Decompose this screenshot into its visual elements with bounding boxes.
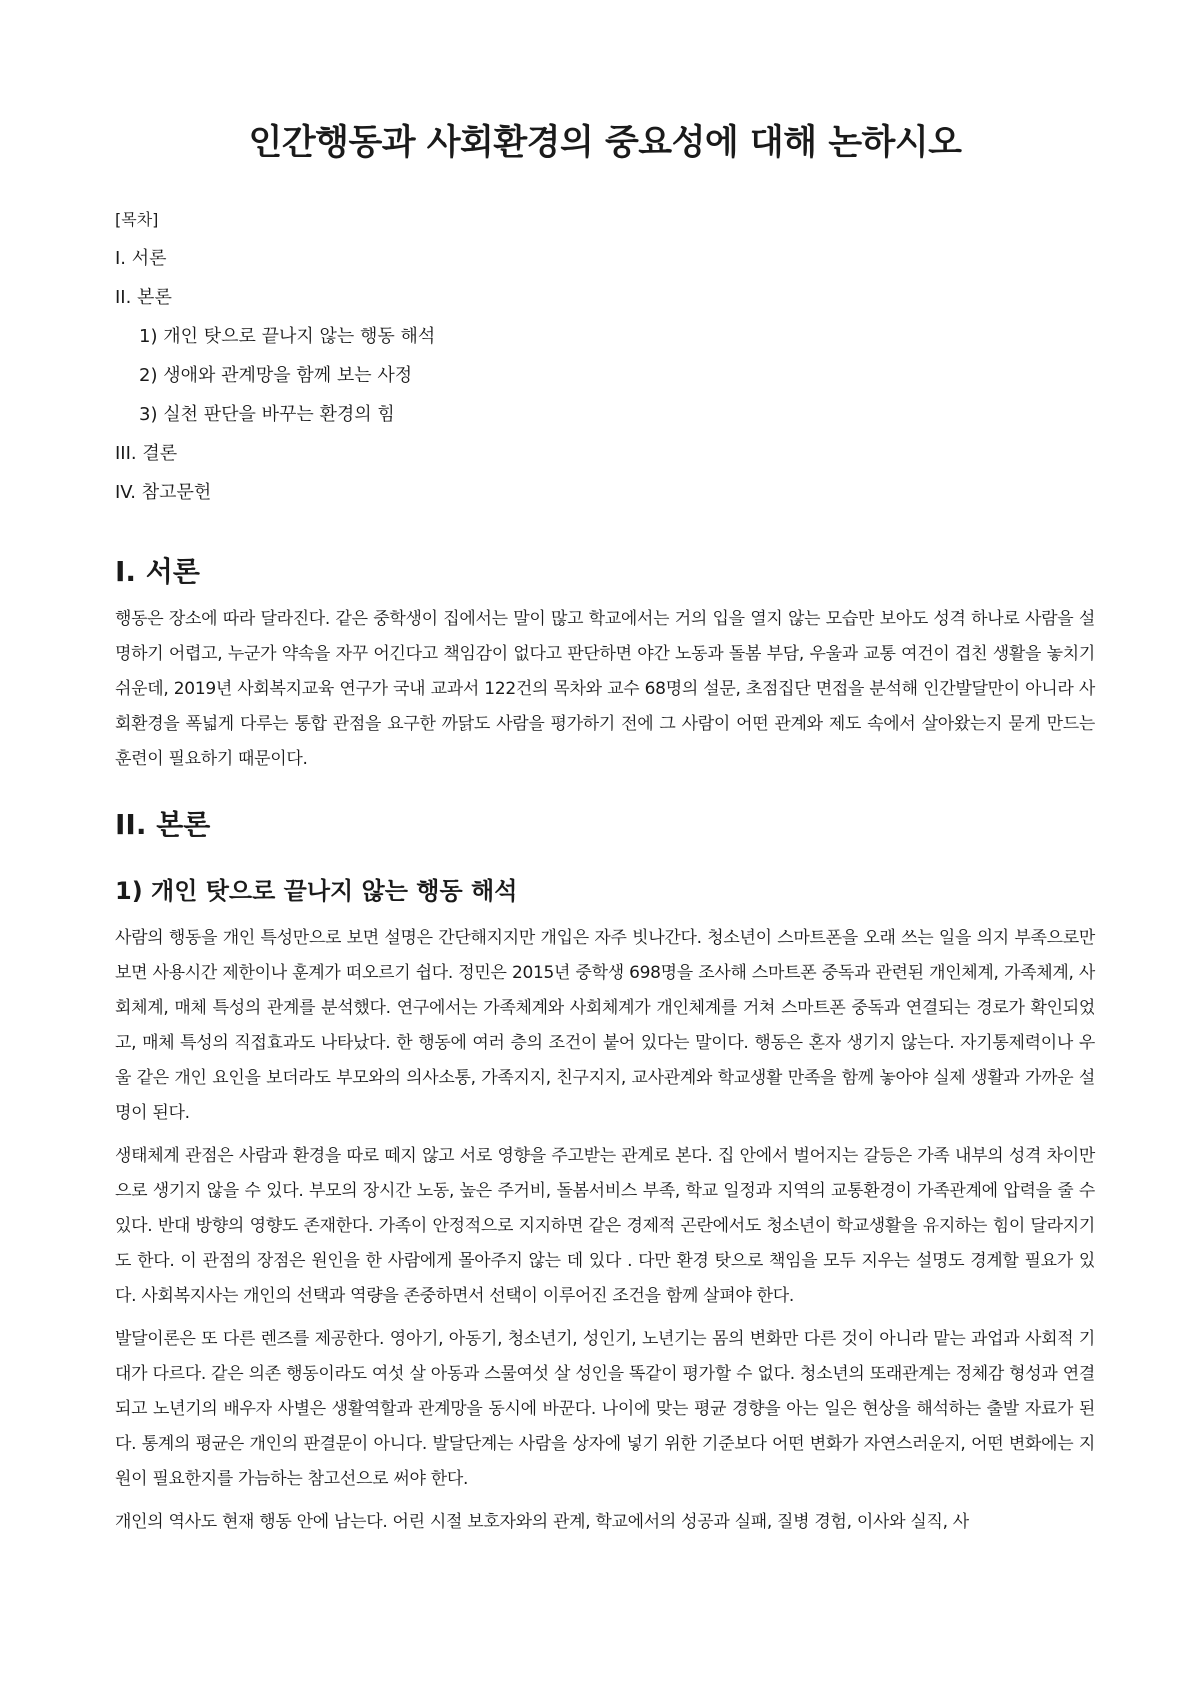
toc-item-references: IV. 참고문헌 [115, 482, 212, 503]
body-heading: II. 본론 [115, 808, 211, 841]
toc-list [115, 239, 1095, 512]
body-paragraph-3: 발달이론은 또 다른 렌즈를 제공한다. 영아기, 아동기, 청소년기, 성인기, 노년기는 몸의 변화만 다른 것이 아니라 맡는 과업과 사회적 기대가 다르다. 같은 의존 행동이라도 여섯 살 아동과 스물여섯 살 성인을 똑같이 평가할 수 없다. 청소년의 또래관계는 정체감 형성과 연결되고 노년기의 배우자 사별은 생활역할과 관계망을 동시에 바꾼다. 나이에 맞는 평균 경향을 아는 일은 현상을 해석하는 출발 자료가 된다. 통계의 평균은 개인의 판결문이 아니다. 발달단계는 사람을 상자에 넣기 위한 기준보다 어떤 변화가 자연스러운지, 어떤 변화에는 지원이 필요한지를 가늠하는 참고선으로 써야 한다. [115, 1329, 1095, 1489]
toc-item-intro: I. 서론 [115, 248, 167, 269]
document-title: 인간행동과 사회환경의 중요성에 대해 논하시오 [248, 123, 962, 163]
toc-item-body-3: 3) 실천 판단을 바꾸는 환경의 힘 [139, 404, 395, 425]
toc-heading: [목차] [115, 210, 159, 229]
toc-item-body: II. 본론 [115, 287, 172, 308]
body-paragraph-4: 개인의 역사도 현재 행동 안에 남는다. 어린 시절 보호자와의 관계, 학교에서의 성공과 실패, 질병 경험, 이사와 실직, 사 [115, 1512, 969, 1532]
table-of-contents [115, 200, 1095, 512]
toc-item-conclusion: III. 결론 [115, 443, 178, 464]
body-paragraph-2: 생태체계 관점은 사람과 환경을 따로 떼지 않고 서로 영향을 주고받는 관계로 본다. 집 안에서 벌어지는 갈등은 가족 내부의 성격 차이만으로 생기지 않을 수 있다. 부모의 장시간 노동, 높은 주거비, 돌봄서비스 부족, 학교 일정과 지역의 교통환경이 가족관계에 압력을 줄 수 있다. 반대 방향의 영향도 존재한다. 가족이 안정적으로 지지하면 같은 경제적 곤란에서도 청소년이 학교생활을 유지하는 힘이 달라지기도 한다. 이 관점의 장점은 원인을 한 사람에게 몰아주지 않는 데 있다 . 다만 환경 탓으로 책임을 모두 지우는 설명도 경계할 필요가 있다. 사회복지사는 개인의 선택과 역량을 존중하면서 선택이 이루어진 조건을 함께 살펴야 한다. [115, 1146, 1095, 1306]
body-paragraph-1: 사람의 행동을 개인 특성만으로 보면 설명은 간단해지지만 개입은 자주 빗나간다. 청소년이 스마트폰을 오래 쓰는 일을 의지 부족으로만 보면 사용시간 제한이나 훈계가 떠오르기 쉽다. 정민은 2015년 중학생 698명을 조사해 스마트폰 중독과 관련된 개인체계, 가족체계, 사회체계, 매체 특성의 관계를 분석했다. 연구에서는 가족체계와 사회체계가 개인체계를 거쳐 스마트폰 중독과 연결되는 경로가 확인되었고, 매체 특성의 직접효과도 나타났다. 한 행동에 여러 층의 조건이 붙어 있다는 말이다. 행동은 혼자 생기지 않는다. 자기통제력이나 우울 같은 개인 요인을 보더라도 부모와의 의사소통, 가족지지, 친구지지, 교사관계와 학교생활 만족을 함께 놓아야 실제 생활과 가까운 설명이 된다. [115, 928, 1095, 1123]
intro-paragraph: 행동은 장소에 따라 달라진다. 같은 중학생이 집에서는 말이 많고 학교에서는 거의 입을 열지 않는 모습만 보아도 성격 하나로 사람을 설명하기 어렵고, 누군가 약속을 자꾸 어긴다고 책임감이 없다고 판단하면 야간 노동과 돌봄 부담, 우울과 교통 여건이 겹친 생활을 놓치기 쉬운데, 2019년 사회복지교육 연구가 국내 교과서 122건의 목차와 교수 68명의 설문, 초점집단 면접을 분석해 인간발달만이 아니라 사회환경을 폭넓게 다루는 통합 관점을 요구한 까닭도 사람을 평가하기 전에 그 사람이 어떤 관계와 제도 속에서 살아왔는지 묻게 만드는 훈련이 필요하기 때문이다. [115, 609, 1095, 769]
intro-heading: I. 서론 [115, 555, 200, 588]
body-sub1-heading: 1) 개인 탓으로 끝나지 않는 행동 해석 [115, 877, 518, 905]
toc-item-body-1: 1) 개인 탓으로 끝나지 않는 행동 해석 [139, 326, 436, 347]
body-section [115, 805, 1095, 1540]
toc-item-body-2: 2) 생애와 관계망을 함께 보는 사정 [139, 365, 413, 386]
intro-section [115, 552, 1095, 777]
